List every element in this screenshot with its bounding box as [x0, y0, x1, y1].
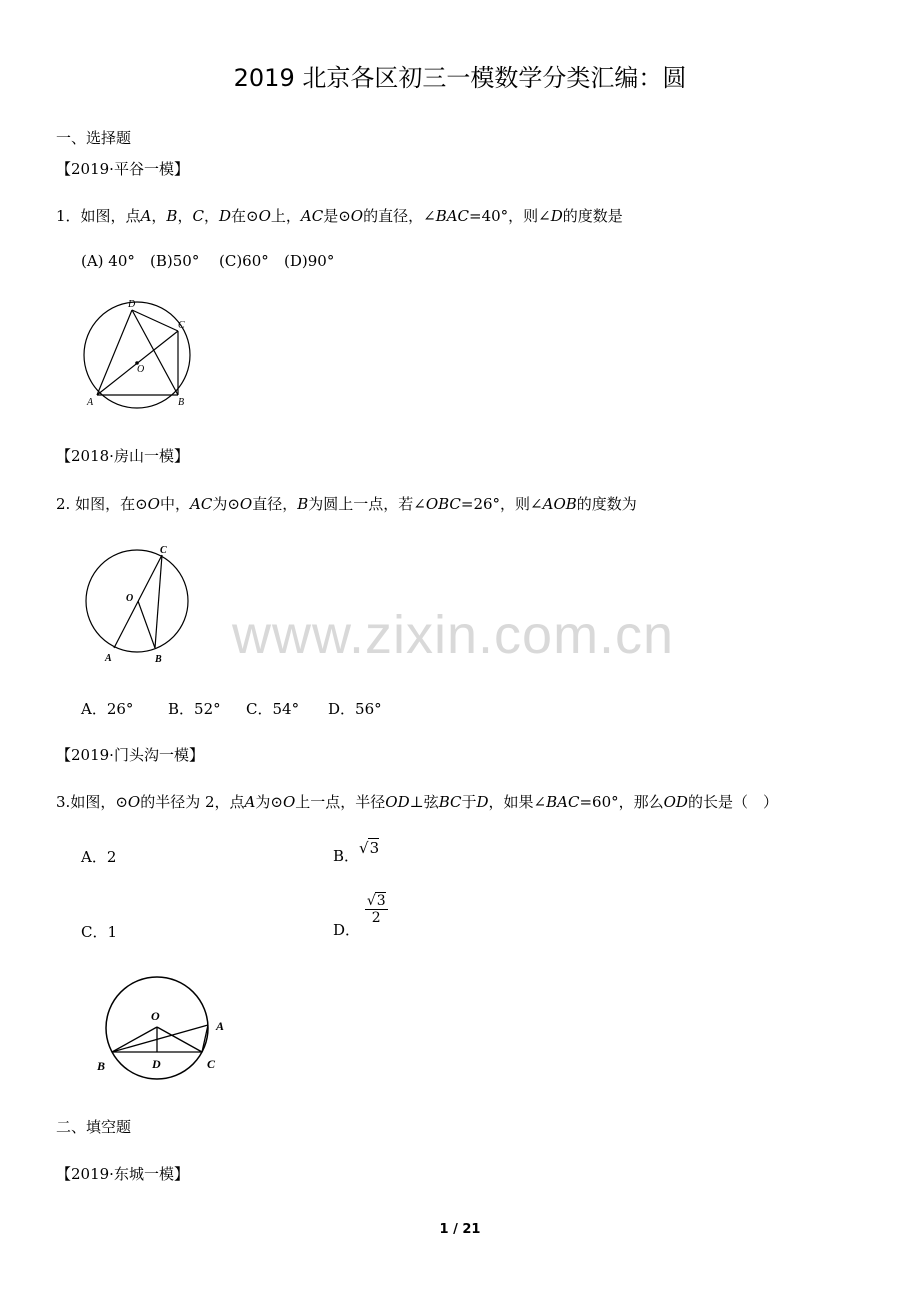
q3-stem-13: BAC — [546, 793, 580, 811]
q1-label-a: A — [87, 397, 94, 408]
q3-option-b-sqrt-sign: √ — [359, 839, 369, 857]
q1-stem-16: =40°，则∠ — [469, 207, 551, 225]
q3-stem-7: OD — [385, 793, 410, 811]
q3-figure — [90, 970, 235, 1080]
q2-option-d: D．56° — [328, 700, 382, 718]
q2-option-a: A．26° — [81, 700, 134, 718]
q2-stem-1: O — [147, 495, 160, 513]
q2-option-c: C．54° — [246, 700, 300, 718]
q3-option-a: A．2 — [81, 848, 117, 866]
q3-label-d: D — [152, 1057, 161, 1071]
q3-label-b: B — [97, 1059, 106, 1073]
q3-option-d-sqrt-sign: √ — [366, 893, 376, 909]
q3-option-d-prefix: D． — [333, 921, 361, 940]
q1-stem-6: ， — [203, 207, 219, 225]
q1-stem-7: D — [218, 207, 231, 225]
q1-stem-10: 上， — [270, 207, 301, 225]
page-title: 2019 北京各区初三一模数学分类汇编：圆 — [233, 64, 687, 92]
section-heading-choice: 一、选择题 — [56, 129, 132, 147]
q3-option-d-denominator: 2 — [371, 910, 381, 927]
q2-stem-8: 为圆上一点，若∠ — [308, 495, 426, 513]
q2-stem-9: OBC — [425, 495, 461, 513]
q3-stem-5: O — [282, 793, 296, 811]
q3-stem-3: A — [244, 793, 256, 811]
q2-label-o: O — [126, 593, 134, 604]
q2-stem-10: =26°，则∠ — [460, 495, 543, 513]
q1-stem-1: A — [140, 207, 152, 225]
q1-stem-13: O — [350, 207, 364, 225]
watermark: www.zixin.com.cn — [232, 605, 675, 665]
q3-number: 3. — [56, 793, 71, 811]
q1-number: 1． — [56, 207, 81, 225]
q2-stem-5: O — [239, 495, 253, 513]
q3-stem-15: OD — [663, 793, 688, 811]
q1-source-tag: 【2019·平谷一模】 — [56, 160, 189, 178]
q1-stem-12: 是⊙ — [323, 207, 351, 225]
q1-stem-15: BAC — [435, 207, 470, 225]
q1-figure — [70, 292, 210, 417]
q3-label-o: O — [151, 1009, 160, 1023]
q3-stem-16: 的长是（ ） — [687, 793, 778, 811]
q2-segment-bc — [155, 555, 162, 648]
q1-segment-db — [132, 310, 178, 395]
q2-stem-4: 为⊙ — [212, 495, 240, 513]
q3-option-c: C．1 — [81, 923, 118, 941]
q3-option-b-prefix: B． — [333, 847, 360, 865]
q1-segment-ad — [97, 310, 132, 395]
q1-stem-11: AC — [300, 207, 324, 225]
q1-option-a: (A) 40° — [81, 252, 135, 270]
q1-label-c: C — [178, 320, 185, 331]
q3-label-c: C — [207, 1057, 216, 1071]
q3-stem-14: =60°，那么 — [579, 793, 664, 811]
q3-stem-1: O — [127, 793, 141, 811]
q1-stem — [56, 205, 623, 226]
q2-segment-ob — [138, 601, 155, 648]
q2-number: 2. — [56, 495, 76, 513]
q3-source-tag: 【2019·门头沟一模】 — [56, 746, 204, 764]
q1-option-b: (B)50° — [150, 252, 200, 270]
q3-stem-0: 如图，⊙ — [70, 793, 128, 811]
q3-option-d-fraction — [365, 892, 388, 926]
q3-stem-12: ，如果∠ — [488, 793, 547, 811]
q1-option-d: (D)90° — [284, 252, 335, 270]
q2-stem — [56, 493, 637, 514]
page-number: 1 / 21 — [439, 1222, 481, 1237]
q2-stem-6: 直径， — [252, 495, 298, 513]
q1-stem-3: B — [166, 207, 178, 225]
q1-segment-dc — [132, 310, 178, 331]
q1-stem-8: 在⊙ — [231, 207, 259, 225]
q1-label-o: O — [137, 364, 145, 375]
q3-segment-oc — [157, 1027, 202, 1052]
q1-stem-0: 如图，点 — [80, 207, 141, 225]
q3-stem-10: 于 — [461, 793, 477, 811]
q1-label-b: B — [178, 397, 185, 408]
q1-stem-5: C — [192, 207, 204, 225]
q3-stem-2: 的半径为 2，点 — [140, 793, 245, 811]
q1-stem-4: ， — [177, 207, 193, 225]
q1-stem-2: ， — [151, 207, 167, 225]
q3-option-d-radicand: 3 — [376, 893, 386, 909]
q1-stem-18: 的度数是 — [562, 207, 623, 225]
q3-stem — [56, 791, 778, 812]
q2-source-tag: 【2018·房山一模】 — [56, 447, 189, 465]
q3-stem-9: BC — [438, 793, 462, 811]
q2-stem-12: 的度数为 — [576, 495, 637, 513]
q2-option-b: B．52° — [168, 700, 221, 718]
q2-figure — [80, 540, 200, 670]
q2-stem-0: 如图，在⊙ — [75, 495, 148, 513]
q3-stem-11: D — [476, 793, 489, 811]
q2-label-c: C — [160, 545, 167, 556]
q1-label-d: D — [128, 299, 136, 310]
q2-stem-3: AC — [190, 495, 213, 513]
q3-label-a: A — [216, 1019, 225, 1033]
q2-stem-2: 中， — [159, 495, 190, 513]
q1-stem-14: 的直径，∠ — [363, 207, 436, 225]
q2-label-a: A — [105, 653, 112, 664]
q3-stem-6: 上一点，半径 — [295, 793, 386, 811]
section2-source-tag: 【2019·东城一模】 — [56, 1165, 189, 1183]
q1-stem-9: O — [258, 207, 271, 225]
q2-label-b: B — [155, 654, 162, 665]
q3-option-b — [333, 838, 379, 866]
q3-segment-ob — [112, 1027, 157, 1052]
q3-option-d — [333, 892, 388, 940]
section-heading-fill-in: 二、填空题 — [56, 1118, 132, 1136]
q1-stem-17: D — [550, 207, 563, 225]
q1-option-c: (C)60° — [219, 252, 269, 270]
q3-option-b-radicand: 3 — [369, 839, 380, 857]
q3-option-d-numerator — [365, 892, 388, 910]
q3-stem-8: ⊥弦 — [409, 793, 439, 811]
q3-stem-4: 为⊙ — [255, 793, 283, 811]
q2-circle — [86, 550, 188, 652]
q2-stem-11: AOB — [542, 495, 577, 513]
q2-stem-7: B — [297, 495, 309, 513]
